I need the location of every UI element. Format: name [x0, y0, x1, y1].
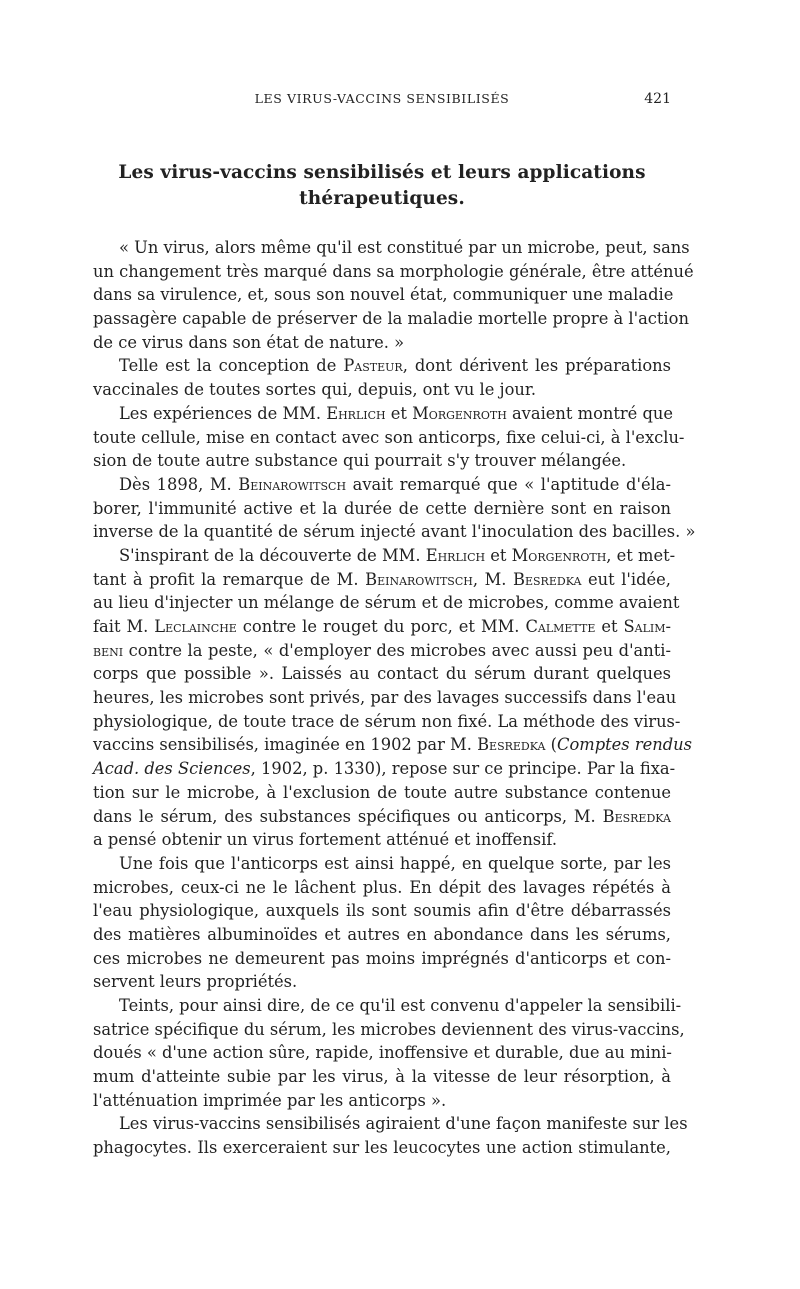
text-run: avait remarqué que « l'aptitude d'éla- [346, 474, 671, 494]
text-run: dans le sérum, des substances spécifiques ou anticorps, M. [93, 806, 603, 826]
text-line: des matières albuminoïdes et autres en abondance dans les sérums, [93, 924, 671, 944]
text-line [93, 805, 671, 829]
running-title: LES VIRUS-VACCINS SENSIBILISÉS [254, 91, 510, 106]
paragraph [93, 852, 671, 994]
text-run: vaccins sensibilisés, imaginée en 1902 par M. [93, 735, 478, 755]
text-line [93, 639, 671, 663]
author-name: beni [93, 640, 124, 660]
text-run: , M. [472, 569, 514, 589]
author-name: Besredka [602, 806, 671, 826]
paragraph [93, 994, 685, 1112]
text-line: au lieu d'injecter un mélange de sérum et de microbes, comme avaient [93, 593, 680, 613]
text-line: microbes, ceux-ci ne le lâchent plus. En dépit des lavages répétés à [93, 877, 671, 897]
page-number: 421 [644, 91, 671, 107]
text-run: S'inspirant de la découverte de MM. [119, 545, 426, 565]
text-line: heures, les microbes sont privés, par des lavages successifs dans l'eau [93, 688, 677, 708]
text-line: l'eau physiologique, auxquels ils sont soumis afin d'être débarrassés [93, 901, 671, 921]
text-line: toute cellule, mise en contact avec son anticorps, fixe celui-ci, à l'exclu- [93, 427, 685, 447]
text-run: fait M. [93, 617, 155, 636]
text-run: , et met- [606, 545, 676, 565]
text-run: Les expériences de MM. [119, 403, 327, 423]
author-name: Besredka [513, 569, 582, 589]
author-name: Calmette [525, 617, 596, 636]
text-line: passagère capable de préserver de la maladie mortelle propre à l'action [93, 309, 689, 329]
author-name: Ehrlich [326, 403, 386, 423]
text-line: un changement très marqué dans sa morphologie générale, être atténué [93, 261, 694, 281]
text-line: l'atténuation imprimée par les anticorps ». [93, 1090, 447, 1110]
text-line: phagocytes. Ils exerceraient sur les leucocytes une action stimulante, [93, 1138, 671, 1158]
author-name: Beinarowitsch [365, 569, 473, 589]
text-run: ( [545, 735, 557, 755]
text-run: et [485, 545, 512, 565]
paragraph [93, 236, 694, 354]
text-line: mum d'atteinte subie par les virus, à la vitesse de leur résorption, à [93, 1067, 671, 1087]
text-line: dans sa virulence, et, sous son nouvel état, communiquer une maladie [93, 285, 674, 305]
text-line: servent leurs propriétés. [93, 972, 298, 992]
text-line [93, 757, 676, 781]
text-line: corps que possible ». Laissés au contact du sérum durant quelques [93, 664, 671, 684]
text-line: inverse de la quantité de sérum injecté avant l'inoculation des bacilles. » [93, 522, 696, 542]
text-line [93, 402, 674, 426]
author-name: Pasteur [343, 356, 403, 376]
title-line-2: thérapeutiques. [299, 188, 465, 209]
text-line [93, 733, 692, 757]
text-line: doués « d'une action sûre, rapide, inoffensive et durable, due au mini- [93, 1043, 672, 1063]
text-run: contre la peste, « d'employer des microbes avec aussi peu d'anti- [123, 640, 671, 660]
paragraph [93, 544, 692, 852]
text-line: « Un virus, alors même qu'il est constitué par un microbe, peut, sans [119, 238, 690, 257]
text-line: Les virus-vaccins sensibilisés agiraient d'une façon manifeste sur les [119, 1114, 688, 1134]
text-line [93, 354, 671, 378]
title-line-1: Les virus-vaccins sensibilisés et leurs applications [118, 162, 646, 183]
text-run: tant à profit la remarque de M. [93, 569, 366, 589]
author-name: Salim- [623, 617, 672, 636]
text-run: Dès 1898, M. [119, 474, 239, 494]
citation-title: Comptes rendus [557, 735, 692, 755]
text-line: sion de toute autre substance qui pourrait s'y trouver mélangée. [93, 451, 627, 471]
text-line: de ce virus dans son état de nature. » [93, 332, 405, 352]
running-head [93, 91, 671, 113]
author-name: Morgenroth [412, 403, 507, 423]
citation-title: Acad. des Sciences [93, 759, 251, 779]
text-run: eut l'idée, [581, 569, 671, 589]
article-title [93, 160, 671, 212]
text-run: , 1902, p. 1330), repose sur ce principe. Par la fixa- [250, 759, 676, 779]
text-line: tion sur le microbe, à l'exclusion de toute autre substance contenue [93, 782, 671, 802]
paragraph [93, 1112, 688, 1159]
author-name: Beinarowitsch [238, 474, 347, 494]
text-line [93, 473, 671, 497]
text-line: borer, l'immunité active et la durée de cette dernière sont en raison [93, 498, 671, 518]
text-line [93, 544, 676, 568]
text-line: vaccinales de toutes sortes qui, depuis, ont vu le jour. [93, 380, 537, 400]
text-line: Une fois que l'anticorps est ainsi happé, en quelque sorte, par les [119, 853, 671, 873]
text-line: satrice spécifique du sérum, les microbes deviennent des virus-vaccins, [93, 1019, 685, 1039]
text-line [93, 568, 671, 592]
article-body [93, 236, 696, 1160]
text-line: ces microbes ne demeurent pas moins imprégnés d'anticorps et con- [93, 948, 671, 968]
text-line [93, 615, 671, 639]
text-line: physiologique, de toute trace de sérum non fixé. La méthode des virus- [93, 711, 681, 731]
paragraph [93, 473, 696, 544]
text-run: contre le rouget du porc, et MM. [236, 617, 526, 636]
text-run: , dont dérivent les préparations [402, 356, 672, 376]
text-run: et [595, 617, 624, 636]
text-run: et [385, 403, 413, 423]
text-line: a pensé obtenir un virus fortement atténué et inoffensif. [93, 830, 557, 850]
paragraph [93, 402, 685, 473]
text-run: Telle est la conception de [119, 356, 344, 376]
author-name: Besredka [477, 735, 546, 755]
author-name: Leclainche [154, 617, 237, 636]
paragraph [93, 354, 671, 401]
author-name: Ehrlich [425, 545, 486, 565]
author-name: Morgenroth [511, 545, 607, 565]
text-line: Teints, pour ainsi dire, de ce qu'il est convenu d'appeler la sensibili- [119, 996, 682, 1015]
text-run: avaient montré que [506, 403, 674, 423]
